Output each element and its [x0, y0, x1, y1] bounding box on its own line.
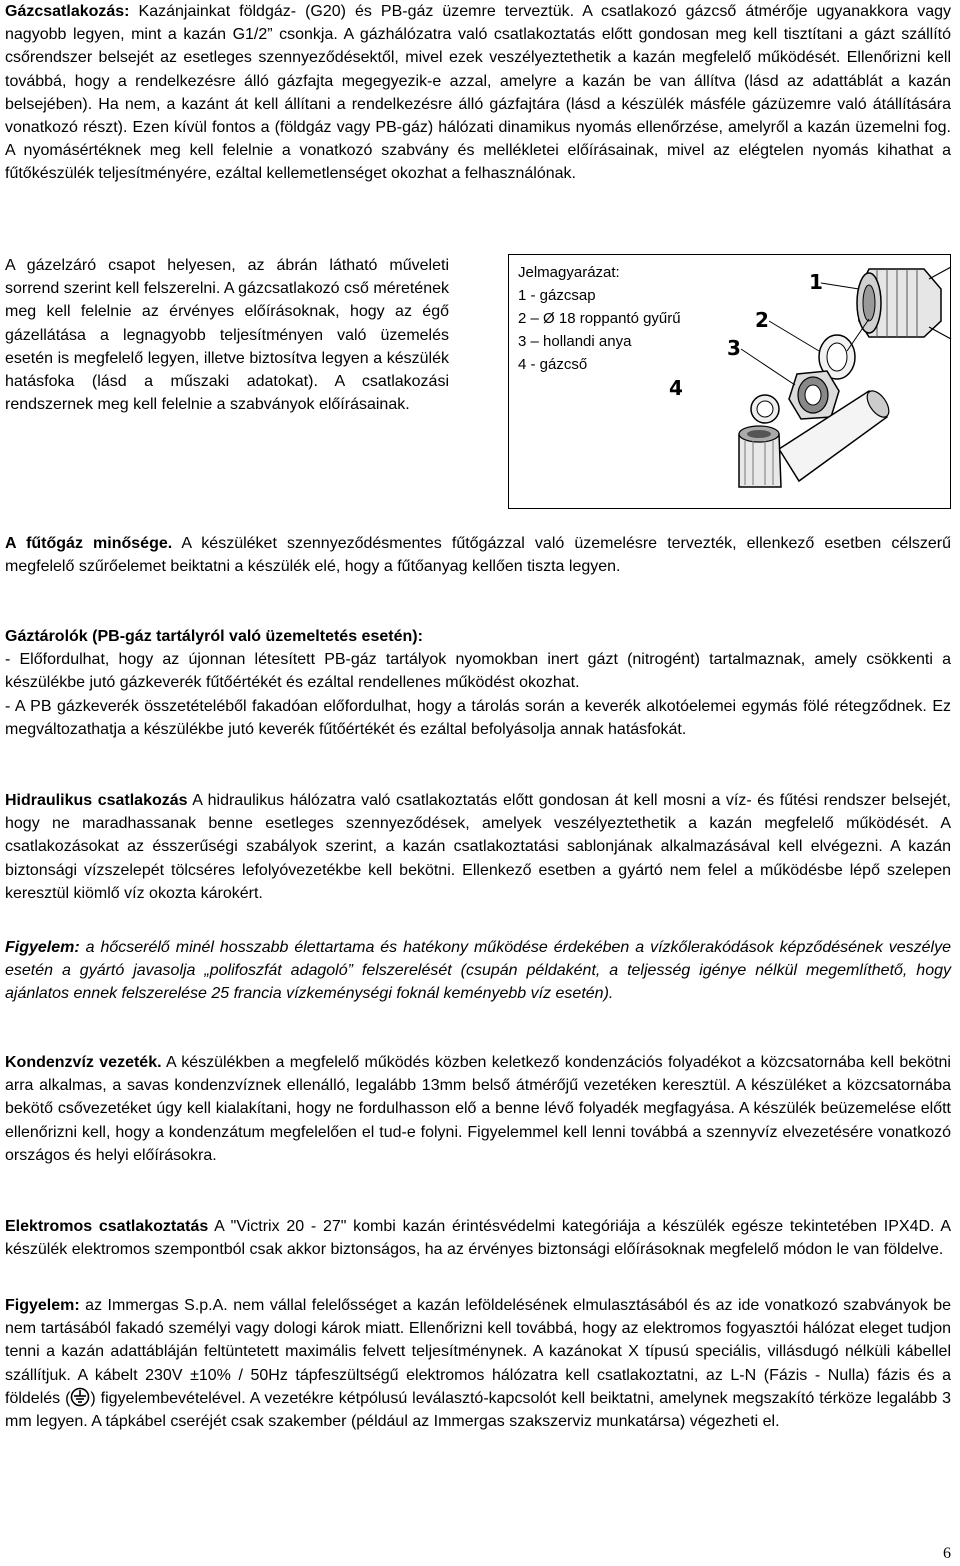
gas-tanks-section	[5, 625, 951, 741]
condensate-text: A készülékben a megfelelő működés közben keletkező kondenzációs folyadékot a közcsatornába kell bekötni arra alkalmas, a savas kondenzvíznek ellenálló, legalább 13mm belső átmérőjű vezetéken keresztül. A készüléket a közcsatornába bekötő csővezetéket úgy kell kialakítani, hogy ne fordulhasson elő a benne lévő folyadék megfagyása. A készülék beüzemelése előtt ellenőrizni kell, hogy a kondenzátum megfelelően el tud-e folyni. Figyelemmel kell lenni továbbá a szennyvíz elvezetésére vonatkozó országos és helyi előírásokra.	[5, 1054, 951, 1164]
condensate-section	[5, 1051, 951, 1167]
warning-scale-section	[5, 936, 951, 1006]
warning-scale-text: a hőcserélő minél hosszabb élettartama és hatékony működése érdekében a vízkőlerakódások képződésének veszélye esetén a gyártó javasolja „polifoszfát adagoló” felszerelését (csupán példaként, a teljesség igénye nélkül megemlíthető, hogy ajánlatos ennek felszerelése 25 francia vízkeménységi foknál keményebb víz esetén).	[5, 939, 951, 1003]
legend-item: 3 – hollandi anya	[518, 333, 632, 350]
gas-tanks-item-1: - Előfordulhat, hogy az újonnan létesített PB-gáz tartályok nyomokban inert gázt (nitrogént) tartalmaznak, amely csökkenti a készülékbe jutó gázkeverék fűtőértékét és ezáltal rendellenes működést okozhat.	[5, 651, 951, 692]
fuel-quality-text: A készüléket szennyeződésmentes fűtőgázzal való üzemelésre tervezték, ellenkező esetben célszerű megfelelő szűrőelemet beiktatni a készülék elé, hogy a fűtőanyag kellően tiszta legyen.	[5, 535, 951, 576]
hydraulic-connection-heading: Hidraulikus csatlakozás	[5, 792, 188, 809]
gas-valve-paragraph: A gázelzáró csapot helyesen, az ábrán látható műveleti sorrend szerint kell felszerelni. A gázcsatlakozó cső méretének meg kell felelnie az érvényes előírásoknak, hogy az égő gázellátása a legnagyobb teljesítményen való üzemelés esetén is megfelelő legyen, illetve biztosítva legyen a készülék hatásfoka (lásd a műszaki adatokat). A csatlakozási rendszernek meg kell felelnie a szabványok előírásainak.	[5, 257, 449, 414]
warning-electrical-heading: Figyelem:	[5, 1297, 80, 1314]
gas-connection-section	[5, 0, 951, 186]
electrical-connection-paragraph	[5, 1215, 951, 1261]
hydraulic-connection-text: A hidraulikus hálózatra való csatlakoztatás előtt gondosan át kell mosni a víz- és fűtési rendszer belsejét, hogy ne maradhassanak benne esetleges szennyeződések, amelyek veszélyeztethetik a kazán megfelelő működését. A csatlakozásokat az ésszerűségi szabályok szerint, a kazán csatlakoztatási sablonjának alkalmazásával kell elvégezni. A kazán biztonsági vízszelepét tölcséres lefolyóvezetékbe kell bekötni. Ellenkező esetben a gyártó nem felel a működésbe lépő szelepen keresztül kiömlő víz okozta károkért.	[5, 792, 951, 902]
figure-number: 2	[755, 308, 769, 332]
warning-electrical-section	[5, 1294, 951, 1433]
ground-symbol-icon	[70, 1387, 90, 1407]
legend-box	[508, 254, 951, 509]
figure-number: 3	[727, 336, 741, 360]
gas-connection-heading: Gázcsatlakozás:	[5, 3, 130, 20]
washer-drawing	[751, 395, 779, 423]
gas-valve-block	[5, 254, 951, 514]
hydraulic-connection-paragraph	[5, 789, 951, 905]
warning-electrical-text-2: ) figyelembevételével. A vezetékre kétpólusú leválasztó-kapcsolót kell beiktatni, amelynek megszakító térköze legalább 3 mm legyen. A tápkábel cseréjét csak szakember (például az Immergas szakszerviz munkatársa) végezheti el.	[5, 1389, 952, 1431]
legend-item: 4 - gázcső	[518, 356, 588, 373]
gas-connection-paragraph	[5, 0, 951, 186]
union-nut-drawing	[789, 371, 839, 419]
warning-scale-paragraph	[5, 936, 951, 1006]
gas-tanks-heading: Gáztárolók (PB-gáz tartályról való üzemeltetés esetén):	[5, 628, 423, 645]
electrical-connection-heading: Elektromos csatlakoztatás	[5, 1218, 209, 1235]
legend-item: 2 – Ø 18 roppantó gyűrű	[518, 310, 681, 327]
warning-electrical-paragraph	[5, 1294, 951, 1433]
gas-valve-assembly-figure	[669, 259, 951, 505]
figure-number: 4	[669, 376, 683, 400]
condensate-paragraph	[5, 1051, 951, 1167]
legend	[518, 261, 681, 376]
gas-tanks-item-2: - A PB gázkeverék összetételéből fakadóan előfordulhat, hogy a tárolás során a keverék alkotóelemei egymás fölé rétegződnek. Ez megváltozathatja a készülékbe jutó keverék fűtőértékét és ezáltal befolyásolja annak hatásfokát.	[5, 697, 951, 738]
fuel-quality-paragraph	[5, 532, 951, 578]
legend-title: Jelmagyarázat:	[518, 264, 620, 281]
electrical-connection-section	[5, 1215, 951, 1261]
fuel-quality-section	[5, 532, 951, 578]
legend-item: 1 - gázcsap	[518, 287, 596, 304]
hydraulic-connection-section	[5, 789, 951, 905]
gas-valve-text-column	[5, 254, 449, 416]
gas-valve-drawing	[857, 267, 951, 339]
warning-scale-heading: Figyelem:	[5, 939, 80, 956]
gas-connection-text: Kazánjainkat földgáz- (G20) és PB-gáz üzemre terveztük. A csatlakozó gázcső átmérője ugyanakkora vagy nagyobb legyen, mint a kazán G1/2” csonkja. A gázhálózatra való csatlakoztatás előtt gondosan meg kell tisztítani a gázt szállító csőrendszer belsejét az esetleges szennyeződésektől, mivel ezek veszélyeztethetik a kazán megfelelő működését. Ellenőrizni kell továbbá, hogy a rendelkezésre álló gázfajta megegyezik-e azzal, amelyre a kazán be van állítva (lásd az adattáblát a kazán belsejében). Ha nem, a kazánt át kell állítani a rendelkezésre álló gázfajtára (lásd a készülék másféle gázüzemre való átállítására vonatkozó részt). Ezen kívül fontos a (földgáz vagy PB-gáz) hálózati dinamikus nyomás ellenőrzése, amelyről a kazán üzemelni fog. A nyomásértéknek meg kell felelnie a vonatkozó szabvány és mellékletei előírásainak, mivel az elégtelen nyomás kihathat a fűtőkészülék teljesítményére, ezáltal kellemetlenséget okozhat a felhasználónak.	[5, 3, 951, 183]
electrical-connection-text: A "Victrix 20 - 27" kombi kazán érintésvédelmi kategóriája a készülék egésze tekintetében IPX4D. A készülék elektromos szempontból csak akkor biztonságos, ha az érvényes biztonsági előírásoknak megfelelő módon le van földelve.	[5, 1218, 951, 1259]
page-number: 6	[943, 1545, 951, 1562]
fuel-quality-heading: A fűtőgáz minősége.	[5, 535, 173, 552]
figure-number: 1	[809, 270, 823, 294]
warning-electrical-text-1: az Immergas S.p.A. nem vállal felelősséget a kazán leföldelésének elmulasztásából és az ide vonatkozó szabványok be nem tartásából fakadó személyi vagy dologi károk miatt. Ellenőrizni kell továbbá, hogy az elektromos fogyasztói hálózat eleget tudjon tenni a kazán adattábláján feltüntetett maximális felvett teljesítménynek. A kazánokat X típusú speciális, villásdugó nélküli kábellel szállítjuk. A kábelt 230V ±10% / 50Hz tápfeszültségű elektromos hálózatra kell csatlakoztatni, az L-N (Fázis - Nulla) fázis és a földelés (	[5, 1297, 951, 1407]
condensate-heading: Kondenzvíz vezeték.	[5, 1054, 162, 1071]
